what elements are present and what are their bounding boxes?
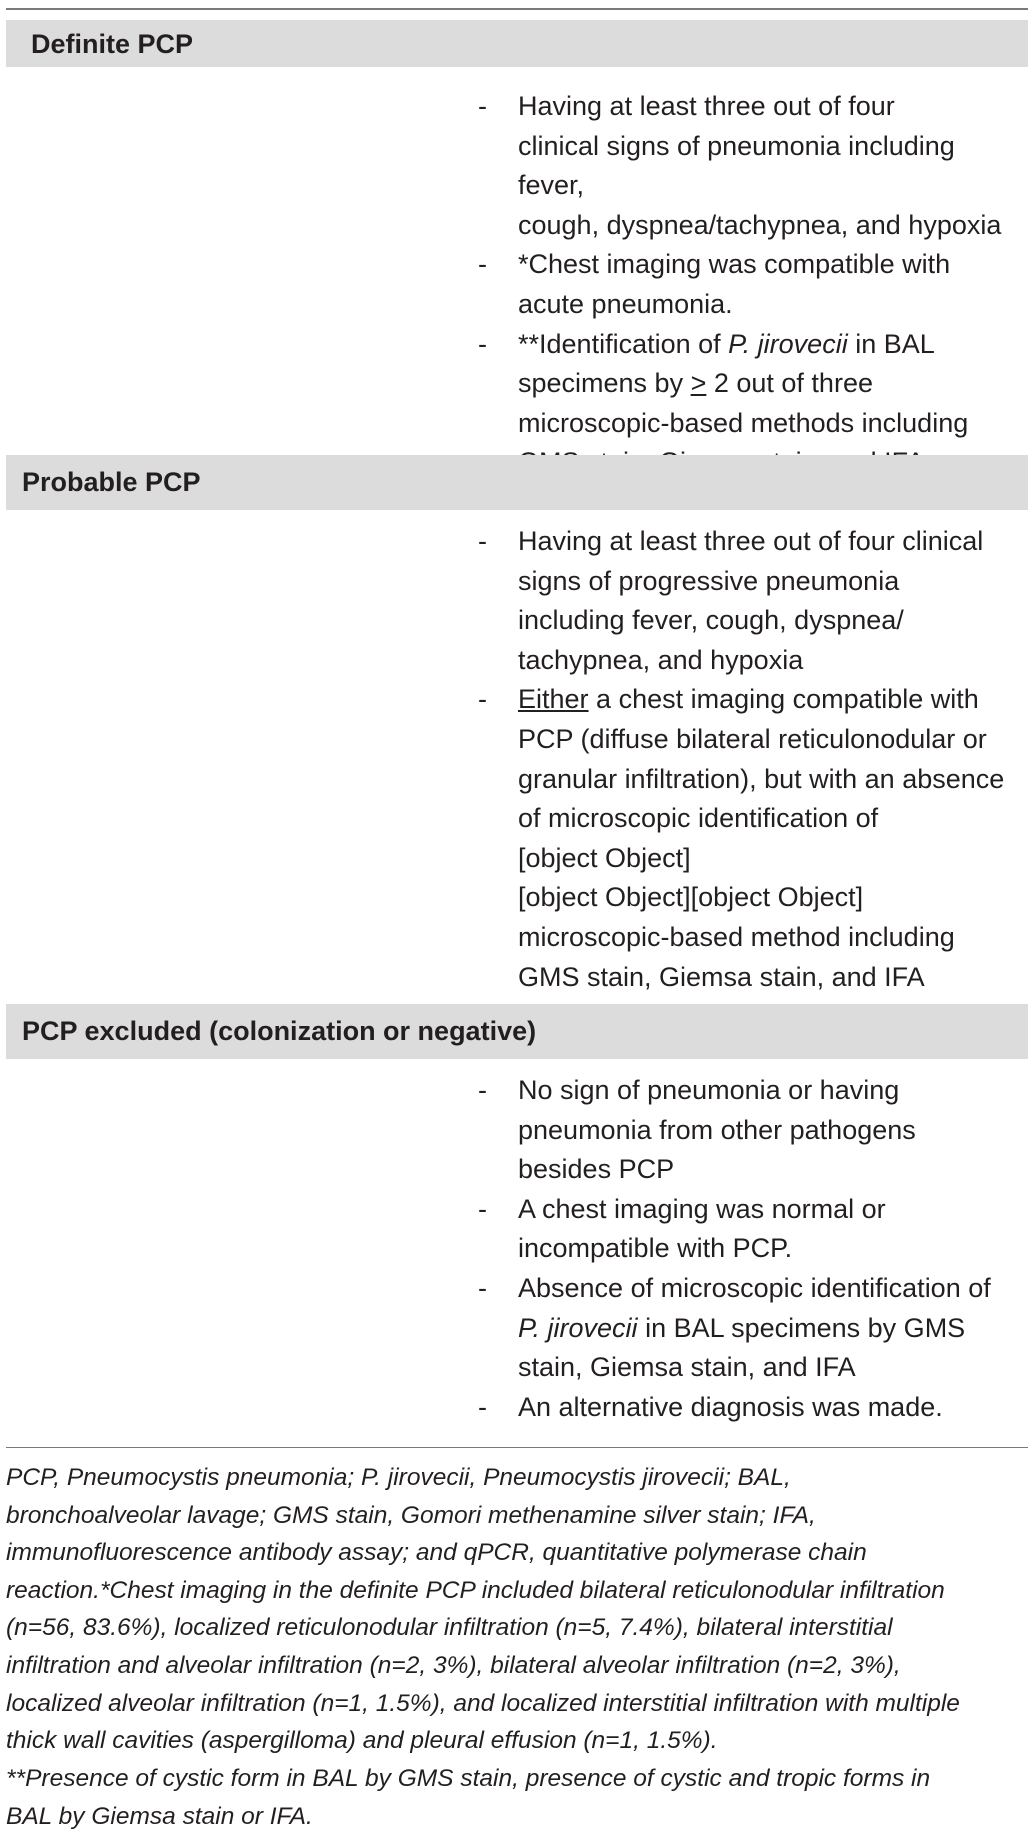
table-footnote: **Presence of cystic form in BAL by GMS stain, presence of cystic and tropic forms in BAL by Giemsa stain or IFA. <box>6 1765 931 1830</box>
criteria-item: - *Chest imaging was compatible with acute pneumonia. <box>478 249 951 319</box>
criteria-list-excluded <box>478 1071 1028 1427</box>
criteria-item: - **Identification of P. jirovecii in BAL specimens by > 2 out of three microscopic-based methods including <box>478 328 969 438</box>
section-band-excluded <box>6 1004 1028 1059</box>
table-footnote: PCP, Pneumocystis pneumonia; P. jirovecii, Pneumocystis jirovecii; BAL, bronchoalveolar lavage; GMS stain, Gomori methenamine silver stain; IFA, immunofluorescence antibody assay; and qPCR, quantitative polymerase chain reaction.*Chest imaging in the definite PCP included bilateral reticulonodular infiltration (n=56, 83.6%), localized reticulonodular infiltration (n=5, 7.4%), bilateral interstitial infiltration and alveolar infiltration (n=2, 3%), bilateral alveolar infiltration (n=2, 3%), localized alveolar infiltration (n=1, 1.5%), and localized interstitial infiltration with multiple thick wall cavities (aspergilloma) and pleural effusion (n=1, 1.5%). <box>6 1464 960 1755</box>
table-top-rule <box>6 8 1028 10</box>
criteria-item: - No sign of pneumonia or having pneumonia from other pathogens besides PCP <box>478 1075 916 1185</box>
section-title-definite: Definite PCP <box>31 29 194 59</box>
criteria-item: - Either a chest imaging compatible with PCP (diffuse bilateral reticulonodular or granular infiltration), but with an absence of microscopic identification of [object Object] [object Object][object Object] microscopic-based method including GMS stain, Giemsa stain, and IFA <box>478 684 1005 992</box>
section-title-excluded: PCP excluded (colonization or negative) <box>22 1016 537 1046</box>
criteria-item: - An alternative diagnosis was made. <box>478 1391 943 1422</box>
footnote-rule <box>6 1447 1028 1448</box>
criteria-item: - Having at least three out of four clinical signs of progressive pneumonia including fever, cough, dyspnea/ tachypnea, and hypoxia <box>478 526 984 675</box>
criteria-item: - A chest imaging was normal or incompatible with PCP. <box>478 1193 886 1264</box>
section-band-definite <box>6 20 1028 67</box>
section-title-probable: Probable PCP <box>22 467 201 497</box>
section-band-probable <box>6 455 1028 510</box>
criteria-list-probable <box>478 522 1028 997</box>
criteria-item: - Having at least three out of four clinical signs of pneumonia including fever, cough, dyspnea/tachypnea, and hypoxia <box>478 91 1002 240</box>
criteria-list-definite <box>478 87 1028 483</box>
criteria-item: - Absence of microscopic identification of P. jirovecii in BAL specimens by GMS stain, Giemsa stain, and IFA <box>478 1272 991 1383</box>
